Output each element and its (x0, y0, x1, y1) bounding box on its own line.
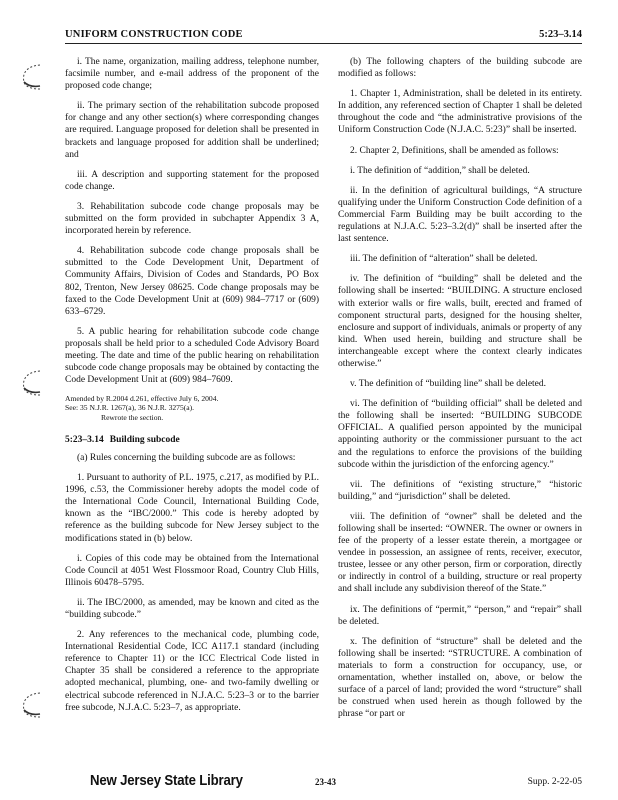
punch-hole-icon (18, 368, 44, 398)
section-heading (65, 434, 319, 446)
note-line: See: 35 N.J.R. 1267(a), 36 N.J.R. 3275(a). (65, 403, 195, 413)
paragraph: vii. The definitions of “existing structure,” “historic building,” and “jurisdiction” shall be deleted. (338, 479, 582, 502)
paragraph: 2. Chapter 2, Definitions, shall be amended as follows: (350, 145, 559, 156)
paragraph: 1. Pursuant to authority of P.L. 1975, c.217, as modified by P.L. 1996, c.53, the Commissioner hereby adopts the model code of the International Code Council, International Building Code, known as the “IBC/2000.” This code is hereby adopted by reference as the building subcode for New Jersey subject to the modifications stated in (b) below. (65, 473, 319, 544)
paragraph: iv. The definition of “building” shall be deleted and the following shall be inserted: “BUILDING. A structure enclosed with exterior walls or fire walls, built, erected and framed of component structural parts, designed for the housing shelter, enclosure and support of individuals, animals or property of any kind. When used herein, building and structure shall be interchangeable except where the context clearly indicates otherwise.” (338, 274, 582, 369)
paragraph: vi. The definition of “building official” shall be deleted and the following shall be inserted: “BUILDING SUBCODE OFFICIAL. A qualified person appointed by the municipal appointing authority or the commissioner pursuant to the act and the regulations to enforce the provisions of the building subcode within the jurisdiction of the enforcing agency.” (338, 399, 582, 470)
paragraph: v. The definition of “building line” shall be deleted. (350, 379, 547, 390)
note-line: Amended by R.2004 d.261, effective July 6, 2004. (65, 394, 219, 404)
paragraph: ii. The primary section of the rehabilitation subcode proposed for change and any other section(s) where corresponding changes are required. Language proposed for deletion shall be presented in brackets and language proposed for addition shall be underlined; and (65, 101, 319, 160)
paragraph: i. The name, organization, mailing address, telephone number, facsimile number, and e-mail address of the proponent of the proposed code change; (65, 57, 319, 92)
running-header (65, 27, 582, 44)
paragraph: ii. In the definition of agricultural buildings, “A structure qualifying under the Uniform Construction Code definition of a Commercial Farm Building may be built according to the regulations at N.J.A.C. 5:23–3.2(d)” shall be inserted after the last sentence. (338, 185, 582, 245)
punch-hole-icon (18, 62, 44, 92)
paragraph: (a) Rules concerning the building subcode are as follows: (77, 452, 296, 463)
paragraph: i. The definition of “addition,” shall be deleted. (350, 165, 530, 176)
supplement-date: Supp. 2-22-05 (527, 777, 582, 787)
paragraph: 2. Any references to the mechanical code, plumbing code, International Residential Code, ICC A117.1 standard (including reference to Chapter 11) or the ICC Electrical Code listed in Chapter 35 shall be considered a reference to the appropriate adopted mechanical, plumbing, one- and two-family dwelling or electrical subcode referenced in N.J.A.C. 5:23–3 or to the barrier free subcode, N.J.A.C. 5:23–7, as appropriate. (65, 630, 319, 713)
header-section-number: 5:23–3.14 (539, 29, 582, 40)
note-line: Rewrote the section. (101, 412, 164, 422)
library-stamp: New Jersey State Library (90, 772, 243, 789)
paragraph: ii. The IBC/2000, as amended, may be known and cited as the “building subcode.” (65, 597, 319, 620)
paragraph: 3. Rehabilitation subcode code change proposals may be submitted on the form provided in subchapter Appendix 3 A, incorporated herein by reference. (65, 201, 319, 237)
right-column (338, 56, 582, 728)
paragraph: (b) The following chapters of the building subcode are modified as follows: (338, 57, 582, 80)
amendment-note (65, 394, 319, 422)
section-number: 5:23–3.14 (65, 434, 104, 445)
paragraph: 5. A public hearing for rehabilitation subcode code change proposals shall be held prior to a scheduled Code Advisory Board meeting. The date and time of the public hearing on rehabilitation subcode code change proposals may be obtained by contacting the Code Development Unit at (609) 984–7609. (65, 326, 319, 386)
paragraph: iii. A description and supporting statement for the proposed code change. (65, 169, 319, 192)
header-title: UNIFORM CONSTRUCTION CODE (65, 29, 243, 40)
paragraph: iii. The definition of “alteration” shall be deleted. (350, 254, 538, 265)
paragraph: x. The definition of “structure” shall be deleted and the following shall be inserted: “STRUCTURE. A combination of materials to form a construction for occupancy, use, or ornamentation, whether installed on, above, or below the surface of a parcel of land; provided the word “structure” shall be construed when used herein as though followed by the phrase “or part or (338, 636, 582, 720)
punch-hole-icon (18, 690, 44, 720)
page-footer (65, 774, 582, 794)
paragraph: ix. The definitions of “permit,” “person,” and “repair” shall be deleted. (338, 604, 582, 627)
section-title: Building subcode (109, 434, 180, 445)
paragraph: 4. Rehabilitation subcode code change proposals shall be submitted to the Code Development Unit, Department of Community Affairs, Division of Codes and Standards, PO Box 802, Trenton, New Jersey 08625. Code change proposals may be faxed to the Code Development Unit at (609) 984–7717 or (609) 633–6729. (65, 246, 319, 317)
paragraph: viii. The definition of “owner” shall be deleted and the following shall be inserted: “OWNER. The owner or owners in fee of the property of a lesser estate therein, a mortgagee or vendee in possession, an assignee of rents, receiver, executor, trustee, lessee or any other person, firm or corporation, directly or indirectly in control of a building, structure or real property and shall include any subdivision thereof of the State.” (338, 511, 582, 595)
paragraph: i. Copies of this code may be obtained from the International Code Council at 4051 West Flossmoor Road, Country Club Hills, Illinois 60478–5795. (65, 553, 319, 588)
left-column (65, 56, 319, 722)
paragraph: 1. Chapter 1, Administration, shall be deleted in its entirety. In addition, any referenced section of Chapter 1 shall be deleted throughout the code and “the administrative provisions of the Uniform Construction Code (N.J.A.C. 5:23)” shall be inserted. (338, 89, 582, 136)
page-number: 23-43 (315, 777, 336, 787)
